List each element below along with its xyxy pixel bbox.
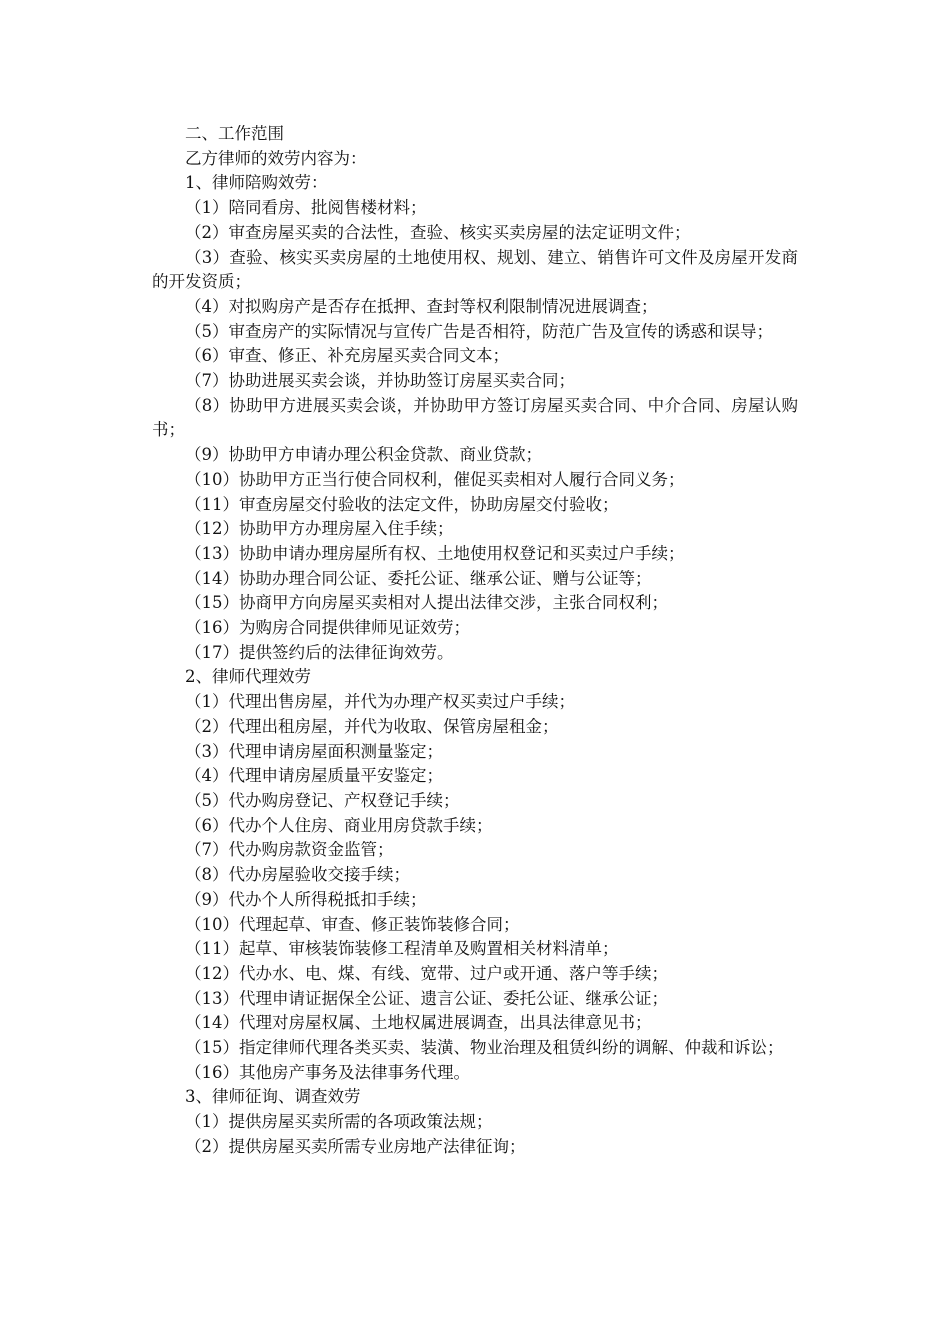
list-item: （9）代办个人所得税抵扣手续； [185,889,427,909]
list-item: （1）陪同看房、批阅售楼材料； [185,198,427,218]
list-item: （3）查验、核实买卖房屋的土地使用权、规划、建立、销售许可文件及房屋开发商的开发资质； [152,247,798,292]
list-item: （1）代理出售房屋，并代为办理产权买卖过户手续； [185,692,575,712]
list-item: （8）协助甲方进展买卖会谈，并协助甲方签订房屋买卖合同、中介合同、房屋认购书； [152,395,798,440]
subsection-heading: 1、律师陪购效劳： [185,173,328,193]
list-item: （16）其他房产事务及法律事务代理。 [185,1062,470,1082]
list-item: （2）代理出租房屋，并代为收取、保管房屋租金； [185,716,559,736]
subsection-heading: 2、律师代理效劳 [185,667,311,687]
list-item: （15）协商甲方向房屋买卖相对人提出法律交涉，主张合同权利； [185,593,668,613]
list-item: （10）协助甲方正当行使合同权利，催促买卖相对人履行合同义务； [185,469,685,489]
list-item: （4）代理申请房屋质量平安鉴定； [185,766,443,786]
list-item: （6）代办个人住房、商业用房贷款手续； [185,815,493,835]
list-item: （5）审查房产的实际情况与宣传广告是否相符，防范广告及宣传的诱惑和误导； [185,321,773,341]
list-item: （1）提供房屋买卖所需的各项政策法规； [185,1112,493,1132]
list-item: （12）代办水、电、煤、有线、宽带、过户或开通、落户等手续； [185,963,668,983]
list-item: （11）起草、审核装饰装修工程清单及购置相关材料清单； [185,939,619,959]
list-item: （16）为购房合同提供律师见证效劳； [185,618,470,638]
list-item: （2）提供房屋买卖所需专业房地产法律征询； [185,1136,526,1156]
list-item: （11）审查房屋交付验收的法定文件，协助房屋交付验收； [185,494,619,514]
list-item: （14）协助办理合同公证、委托公证、继承公证、赠与公证等； [185,568,652,588]
list-item: （8）代办房屋验收交接手续； [185,865,410,885]
list-item: （4）对拟购房产是否存在抵押、查封等权利限制情况进展调查； [185,296,658,316]
list-item: （3）代理申请房屋面积测量鉴定； [185,741,443,761]
service-intro: 乙方律师的效劳内容为： [185,148,367,168]
list-item: （15）指定律师代理各类买卖、装潢、物业治理及租赁纠纷的调解、仲裁和诉讼； [185,1038,784,1058]
list-item: （5）代办购房登记、产权登记手续； [185,790,460,810]
list-item: （13）代理申请证据保全公证、遗言公证、委托公证、继承公证； [185,988,668,1008]
list-item: （7）协助进展买卖会谈，并协助签订房屋买卖合同； [185,371,575,391]
list-item: （13）协助申请办理房屋所有权、土地使用权登记和买卖过户手续； [185,543,685,563]
list-item: （12）协助甲方办理房屋入住手续； [185,519,454,539]
section-heading: 二、工作范围 [185,124,284,143]
list-item: （17）提供签约后的法律征询效劳。 [185,642,454,662]
document-body [152,122,798,1160]
list-item: （10）代理起草、审查、修正装饰装修合同； [185,914,520,934]
list-item: （2）审查房屋买卖的合法性，查验、核实买卖房屋的法定证明文件； [185,222,691,242]
list-item: （6）审查、修正、补充房屋买卖合同文本； [185,346,509,366]
list-item: （7）代办购房款资金监管； [185,840,394,860]
subsection-heading: 3、律师征询、调查效劳 [185,1087,361,1107]
list-item: （14）代理对房屋权属、土地权属进展调查，出具法律意见书； [185,1013,652,1033]
list-item: （9）协助甲方申请办理公积金贷款、商业贷款； [185,445,542,465]
